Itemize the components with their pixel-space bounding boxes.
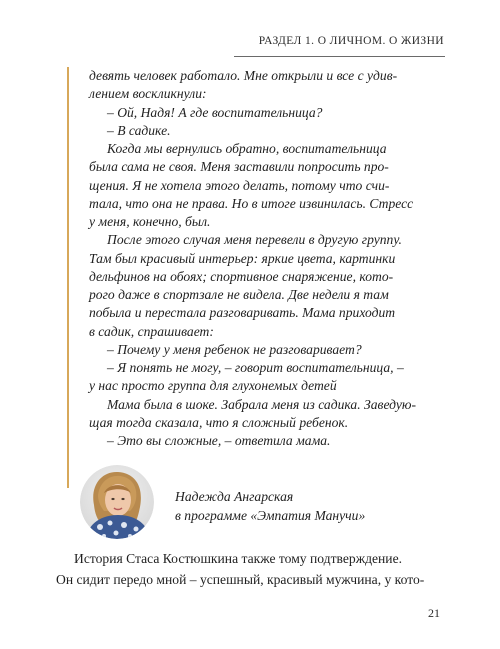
dialogue-line: – В садике. — [107, 122, 171, 138]
dialogue-line: – Это вы сложные, – ответила мама. — [107, 433, 331, 448]
paragraph-start: После этого случая меня перевели в другую группу. — [107, 232, 402, 248]
dialogue-line: – Почему у меня ребенок не разговаривает? — [107, 341, 362, 357]
quote-line: щения. Я не хотела этого делать, потому что счи- — [89, 177, 390, 193]
quote-block — [67, 67, 447, 488]
quote-text — [89, 67, 443, 450]
avatar — [80, 465, 154, 539]
dialogue-line: – Ой, Надя! А где воспитательница? — [107, 104, 323, 120]
page-number: 21 — [428, 606, 440, 620]
running-header — [0, 0, 500, 68]
quote-line: у меня, конечно, был. — [89, 214, 211, 229]
dialogue-line: – Я понять не могу, – говорит воспитательница, – — [107, 360, 404, 375]
quote-line: была сама не своя. Меня заставили попросить про- — [89, 159, 389, 175]
quote-line: щая тогда сказала, что я сложный ребенок. — [89, 414, 349, 430]
quote-line: рого даже в спортзале не видела. Две недели я там — [89, 287, 389, 302]
quote-attribution — [80, 465, 440, 540]
quote-line: у нас просто группа для глухонемых детей — [89, 378, 337, 394]
section-title: РАЗДЕЛ 1. О ЛИЧНОМ. О ЖИЗНИ — [258, 35, 444, 47]
body-text — [56, 548, 451, 590]
quote-line: Там был красивый интерьер: яркие цвета, картинки — [89, 250, 396, 266]
quote-accent-bar — [67, 67, 69, 488]
portrait-photo — [80, 465, 154, 539]
paragraph-start: Когда мы вернулись обратно, воспитательница — [107, 141, 387, 156]
paragraph-start: Мама была в шоке. Забрала меня из садика. Заведую- — [107, 396, 416, 412]
attribution-program: в программе «Эмпатия Манучи» — [175, 508, 366, 523]
header-rule — [234, 56, 445, 57]
body-line: История Стаса Костюшкина также тому подтверждение. — [74, 551, 403, 566]
quote-line: дельфинов на обоях; спортивное снаряжение, кото- — [89, 268, 394, 284]
quote-line: тала, что она не права. Но в итоге извинилась. Стресс — [89, 195, 414, 211]
body-line: Он сидит передо мной – успешный, красивый мужчина, у кото- — [56, 572, 425, 587]
quote-line: побыла и перестала разговаривать. Мама приходит — [89, 305, 396, 321]
quote-line: лением воскликнули: — [89, 86, 207, 102]
attribution-name: Надежда Ангарская — [175, 489, 294, 504]
quote-line: в садик, спрашивает: — [89, 323, 214, 339]
quote-line: девять человек работало. Мне открыли и все с удив- — [89, 68, 398, 83]
